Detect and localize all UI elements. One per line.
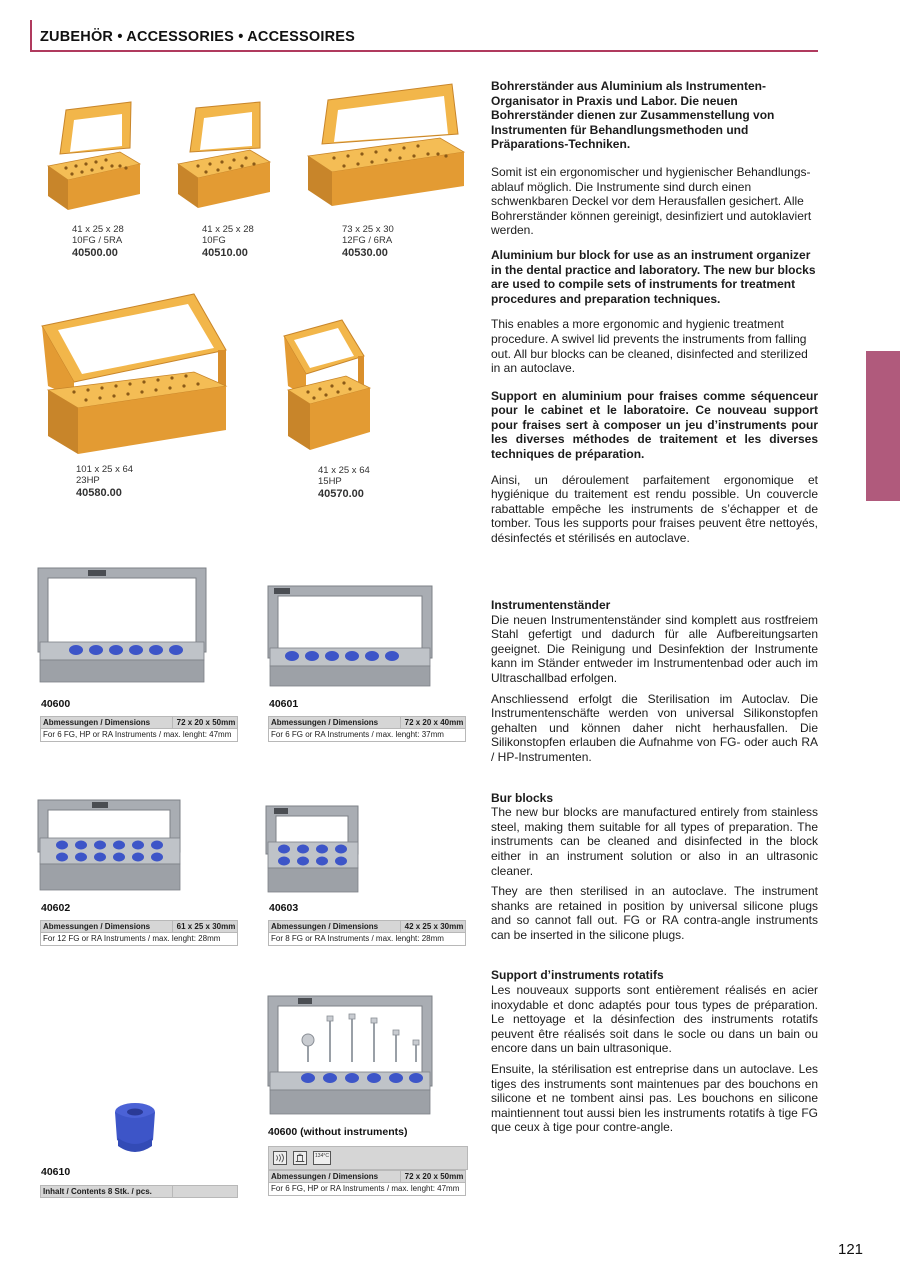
de-intro: Somit ist ein ergonomischer und hygienischer Behandlungs-ablauf möglich. Die Instrumente sind durch einen schwenkbaren Deckel vor dem Herausfallen gesichert. Alle Bohrerständer können gereinigt, desinfiziert und autoklaviert werden. <box>491 164 812 238</box>
de-paragraph-2: Anschliessend erfolgt die Sterilisation im Autoclav. Die Instrumentenschäfte werden von universal Silikonstopfen gehalten und können daher nicht herhausfallen. Die Silikonstopfen erlauben die Aufnahme von FG- oder auch RA / HP-Instrumenten. <box>491 691 818 764</box>
dimensions: 41 x 25 x 28 <box>72 224 124 235</box>
dimensions: 41 x 25 x 28 <box>202 224 254 235</box>
bur-block-caption <box>76 464 133 499</box>
spec-table <box>268 716 466 742</box>
instrument-stand-40602-photo <box>32 792 186 898</box>
spec-row <box>268 933 466 946</box>
intro-text-block <box>491 79 818 546</box>
bur-block-40530-photo <box>300 82 468 222</box>
spec-row <box>268 729 466 742</box>
stands-text-block <box>491 598 818 1135</box>
en-intro-bold: Aluminium bur block for use as an instrument organizer in the dental practice and laboratory. The new bur blocks are used to compile sets of instruments for treatment procedures and preparation techniques. <box>491 247 816 306</box>
bur-block-caption <box>318 465 370 500</box>
article-number: 40600 <box>41 698 71 710</box>
spec-row <box>40 1185 238 1198</box>
article-number: 40500.00 <box>72 247 118 259</box>
spec-row <box>40 729 238 742</box>
dimensions-value: 42 x 25 x 30mm <box>404 922 464 931</box>
dimensions-value: 61 x 25 x 30mm <box>176 922 236 931</box>
fr-heading: Support d’instruments rotatifs <box>491 968 664 983</box>
spec-row <box>268 1183 466 1196</box>
spec-row <box>40 920 238 933</box>
instrument-stand-40600-photo <box>30 560 212 690</box>
contents-label: Inhalt / Contents 8 Stk. / pcs. <box>41 1186 173 1197</box>
en-heading: Bur blocks <box>491 790 554 805</box>
spec-table <box>40 920 238 946</box>
fr-paragraph-2: Ensuite, la stérilisation est entreprise dans un autoclave. Les tiges des instruments sont maintenues par des bouchons en silicone et ne tombent ainsi pas. Les bouchons en silicone maintiennent tout aussi bien les instruments rotatifs à tige FG que ceux à tige pour contre-angle. <box>491 1062 818 1135</box>
article-number: 40580.00 <box>76 487 122 499</box>
fr-intro: Ainsi, un déroulement parfaitement ergonomique et hygiénique du traitement est rendu possible. Un couvercle rabattable empêche les instruments de s’échapper et de tomber. Tous les supports pour fraises peuvent être nettoyés, désinfectés et stérilisés en autoclave. <box>491 472 818 546</box>
capacity: 12FG / 6RA <box>342 235 393 246</box>
spec-row <box>268 920 466 933</box>
de-heading: Instrumentenständer <box>491 598 611 612</box>
fr-intro-bold: Support en aluminium pour fraises comme séquenceur pour le cabinet et le laboratoire. Ce nouveau support pour fraises sert à composer un jeu d’instruments pour les diverses méthodes de traitement et les diverses techniques de préparation. <box>491 388 818 462</box>
article-number: 40602 <box>41 902 71 914</box>
dimensions-value: 72 x 20 x 50mm <box>176 718 236 727</box>
en-paragraph-1: The new bur blocks are manufactured entirely from stainless steel, making them suitable for all types of preparation. The instruments can be cleaned and disinfected in the block either in an instrument solution or also in an ultrasonic cleaner. <box>491 805 818 878</box>
bur-block-caption <box>202 224 254 259</box>
capacity: 15HP <box>318 476 342 487</box>
care-symbols-row <box>268 1146 468 1170</box>
dimensions-label: Abmessungen / Dimensions <box>269 717 401 728</box>
dimensions-value: 72 x 20 x 50mm <box>404 1172 464 1181</box>
spec-table <box>268 920 466 946</box>
article-number: 40570.00 <box>318 488 364 500</box>
dimensions: 101 x 25 x 64 <box>76 464 134 475</box>
article-number: 40603 <box>269 902 299 914</box>
dimensions-value: 72 x 20 x 40mm <box>404 718 464 727</box>
page-header <box>30 20 818 52</box>
ultrasonic-bath-icon <box>273 1151 287 1165</box>
spec-table <box>268 1170 466 1196</box>
dimensions-label: Abmessungen / Dimensions <box>41 921 173 932</box>
capacity-note: For 12 FG or RA Instruments / max. lenght: 28mm <box>43 934 221 943</box>
bur-block-40510-photo <box>168 100 276 222</box>
instrument-stand-40601-photo <box>262 578 438 692</box>
capacity: 23HP <box>76 475 100 486</box>
autoclave-134c-icon <box>313 1151 331 1165</box>
article-number: 40601 <box>269 698 299 710</box>
fr-paragraph-1: Les nouveaux supports sont entièrement réalisés en acier inoxydable et donc adaptés pour tous types de préparation. Le nettoyage et la désinfection des instruments rotatifs peuvent être réalisés soit dans le socle ou dans un bain ou encore dans un bain ultrasonique. <box>491 983 818 1056</box>
article-number: 40530.00 <box>342 247 388 259</box>
spec-row <box>40 716 238 729</box>
article-number: 40510.00 <box>202 247 248 259</box>
capacity-note: For 6 FG, HP or RA Instruments / max. lenght: 47mm <box>271 1184 460 1193</box>
bur-block-40570-photo <box>280 318 380 462</box>
spec-table <box>40 716 238 742</box>
page-number: 121 <box>838 1241 864 1258</box>
article-number: 40610 <box>41 1166 71 1178</box>
spec-row <box>40 933 238 946</box>
capacity: 10FG / 5RA <box>72 235 123 246</box>
instrument-stand-40603-photo <box>262 800 362 900</box>
spec-row <box>268 1170 466 1183</box>
bur-block-caption <box>342 224 394 259</box>
capacity-note: For 8 FG or RA Instruments / max. lenght: 28mm <box>271 934 444 943</box>
disinfection-icon <box>293 1151 307 1165</box>
dimensions-label: Abmessungen / Dimensions <box>41 717 173 728</box>
dimensions-label: Abmessungen / Dimensions <box>269 1171 401 1182</box>
dimensions: 41 x 25 x 64 <box>318 465 370 476</box>
spec-row <box>268 716 466 729</box>
instrument-stand-with-burs-photo <box>262 990 438 1124</box>
header-title: ZUBEHÖR • ACCESSORIES • ACCESSOIRES <box>40 29 355 45</box>
section-tab <box>866 351 900 501</box>
contents-value <box>173 1186 237 1197</box>
capacity: 10FG <box>202 235 226 246</box>
silicone-plug-photo <box>104 1098 166 1160</box>
en-intro: This enables a more ergonomic and hygienic treatment procedure. A swivel lid prevents the instruments from falling out. All bur blocks can be cleaned, disinfected and sterilized in an autoclave. <box>491 317 808 376</box>
capacity-note: For 6 FG, HP or RA Instruments / max. lenght: 47mm <box>43 730 232 739</box>
bur-block-40500-photo <box>36 100 144 222</box>
dimensions-label: Abmessungen / Dimensions <box>269 921 401 932</box>
dimensions: 73 x 25 x 30 <box>342 224 394 235</box>
bur-block-40580-photo <box>34 290 234 462</box>
de-intro-bold: Bohrerständer aus Aluminium als Instrumenten-Organisator in Praxis und Labor. Die neuen Bohrerständer dienen zur Zusammenstellung von Instrumenten für Behandlungsmethoden und Präparations-Techniken. <box>491 79 775 152</box>
autoclave-temperature: 134°C <box>315 1153 329 1159</box>
bur-block-caption <box>72 224 124 259</box>
capacity-note: For 6 FG or RA Instruments / max. lenght: 37mm <box>271 730 444 739</box>
spec-table <box>40 1185 238 1198</box>
stand-caption: 40600 (without instruments) <box>268 1126 408 1138</box>
de-paragraph-1: Die neuen Instrumentenständer sind komplett aus rostfreiem Stahl gefertigt und dadurch für alle Aufbereitungsarten geeignet. Die Reinigung und Desinfektion der Instrumente kann im Ständer entweder im Instrumentenbad oder auch im Ultraschallbad erfolgen. <box>491 612 818 685</box>
en-paragraph-2: They are then sterilised in an autoclave. The instrument shanks are retained in position by universal silicone plugs and so cannot fall out. FG or RA contra-angle instruments can be inserted in the silicone plugs. <box>491 884 818 942</box>
